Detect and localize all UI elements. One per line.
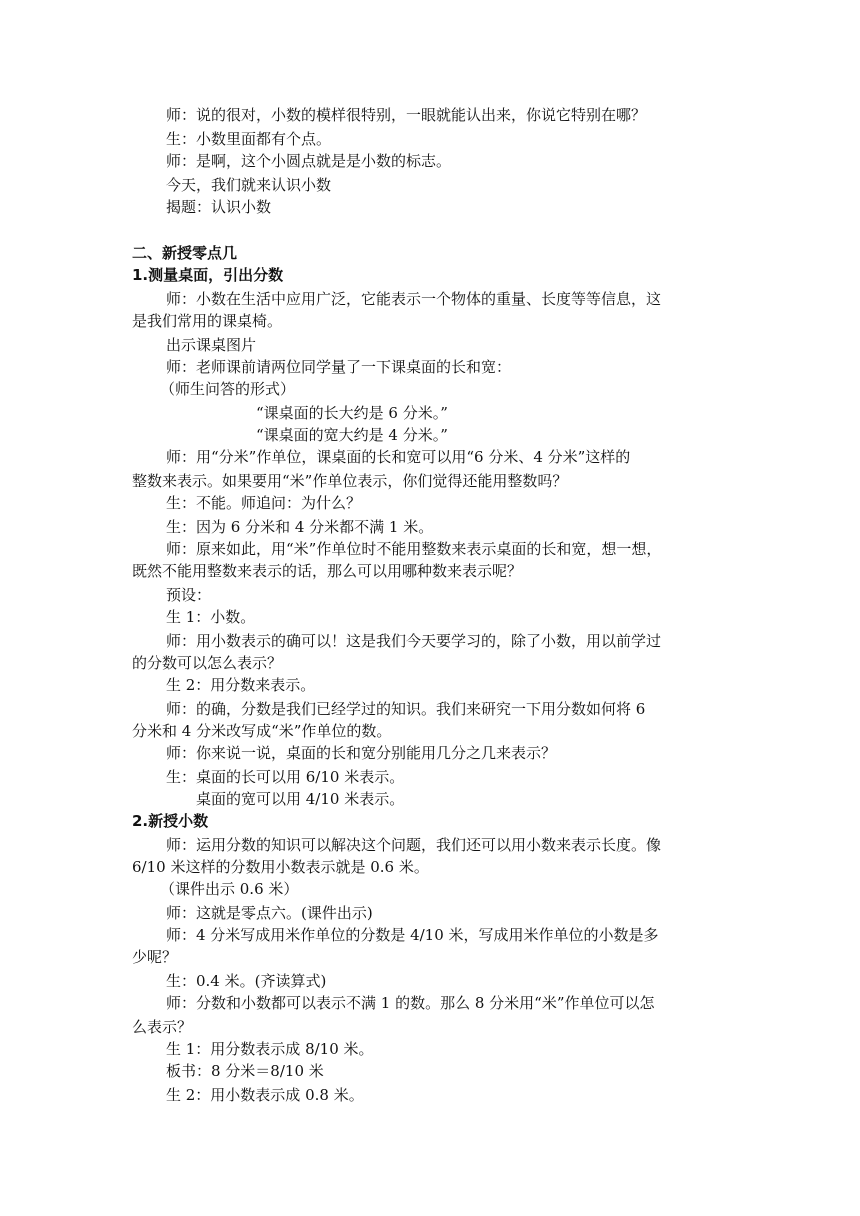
paragraph-line: 师：原来如此，用“米”作单位时不能用整数来表示桌面的长和宽，想一想， xyxy=(166,540,662,558)
paragraph-line: 6/10 米这样的分数用小数表示就是 0.6 米。 xyxy=(132,858,429,876)
paragraph-line: 是我们常用的课桌椅。 xyxy=(132,312,283,330)
paragraph-line: 师：用小数表示的确可以！这是我们今天要学习的，除了小数，用以前学过 xyxy=(166,632,662,650)
paragraph-line: 的分数可以怎么表示？ xyxy=(132,654,283,672)
paragraph-line: 师：是啊，这个小圆点就是是小数的标志。 xyxy=(166,152,452,170)
paragraph-line: 师：运用分数的知识可以解决这个问题，我们还可以用小数来表示长度。像 xyxy=(166,836,662,854)
paragraph-line: 板书：8 分米＝8/10 米 xyxy=(166,1062,324,1080)
paragraph-line: 揭题：认识小数 xyxy=(166,198,272,216)
paragraph-line: 么表示？ xyxy=(132,1018,193,1036)
paragraph-line: （师生问答的形式） xyxy=(160,380,296,398)
paragraph-line: 生：0.4 米。(齐读算式) xyxy=(166,972,327,990)
paragraph-line: 师：这就是零点六。(课件出示) xyxy=(166,904,373,922)
paragraph-line: 整数来表示。如果要用“米”作单位表示，你们觉得还能用整数吗？ xyxy=(132,472,568,490)
paragraph-line: 生：桌面的长可以用 6/10 米表示。 xyxy=(166,768,405,786)
paragraph-line: 生 1：小数。 xyxy=(166,608,256,626)
quote-line: “课桌面的宽大约是 4 分米。” xyxy=(256,426,448,444)
paragraph-line: 生 2：用分数来表示。 xyxy=(166,676,316,694)
subsection-heading: 1.测量桌面，引出分数 xyxy=(132,266,284,284)
paragraph-line: 分米和 4 分米改写成“米”作单位的数。 xyxy=(132,722,392,740)
paragraph-line: 出示课桌图片 xyxy=(166,336,257,354)
paragraph-line: 师：分数和小数都可以表示不满 1 的数。那么 8 分米用“米”作单位可以怎 xyxy=(166,994,655,1012)
paragraph-line: 师：的确，分数是我们已经学过的知识。我们来研究一下用分数如何将 6 xyxy=(166,700,646,718)
paragraph-line: 师：你来说一说，桌面的长和宽分别能用几分之几来表示？ xyxy=(166,744,557,762)
paragraph-line: 师：用“分米”作单位，课桌面的长和宽可以用“6 分米、4 分米”这样的 xyxy=(166,448,631,466)
paragraph-line: （课件出示 0.6 米） xyxy=(160,880,299,898)
paragraph-line: 生 2：用小数表示成 0.8 米。 xyxy=(166,1086,364,1104)
section-heading: 二、新授零点几 xyxy=(132,244,238,262)
paragraph-line: 预设： xyxy=(166,586,212,604)
paragraph-line: 师：4 分米写成用米作单位的分数是 4/10 米，写成用米作单位的小数是多 xyxy=(166,926,659,944)
paragraph-line: 生：不能。师追问：为什么？ xyxy=(166,494,362,512)
subsection-heading: 2.新授小数 xyxy=(132,812,209,830)
paragraph-line: 少呢？ xyxy=(132,948,178,966)
paragraph-line: 桌面的宽可以用 4/10 米表示。 xyxy=(196,790,405,808)
paragraph-line: 师：说的很对，小数的模样很特别，一眼就能认出来，你说它特别在哪？ xyxy=(166,106,647,124)
paragraph-line: 既然不能用整数来表示的话，那么可以用哪种数来表示呢？ xyxy=(132,562,523,580)
paragraph-line: 师：小数在生活中应用广泛，它能表示一个物体的重量、长度等等信息，这 xyxy=(166,290,662,308)
paragraph-line: 生：因为 6 分米和 4 分米都不满 1 米。 xyxy=(166,518,434,536)
paragraph-line: 生：小数里面都有个点。 xyxy=(166,130,332,148)
paragraph-line: 今天，我们就来认识小数 xyxy=(166,176,332,194)
paragraph-line: 师：老师课前请两位同学量了一下课桌面的长和宽： xyxy=(166,358,512,376)
quote-line: “课桌面的长大约是 6 分米。” xyxy=(256,404,448,422)
paragraph-line: 生 1：用分数表示成 8/10 米。 xyxy=(166,1040,374,1058)
